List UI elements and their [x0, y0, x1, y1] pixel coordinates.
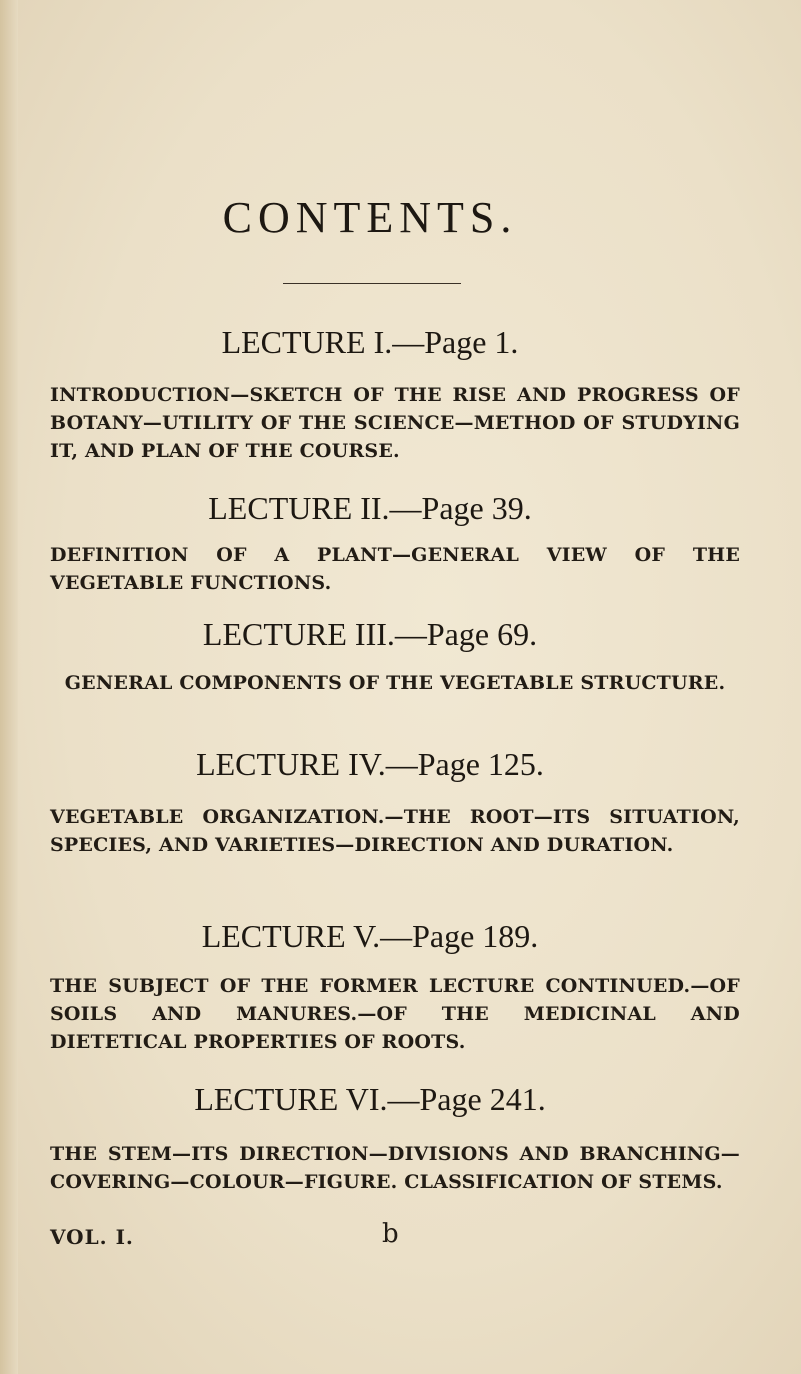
title-rule-divider	[283, 283, 461, 284]
lecture-4-description: VEGETABLE ORGANIZATION.—THE ROOT—ITS SITUATION, SPECIES, AND VARIETIES—DIRECTION AND DURATION.	[50, 806, 740, 856]
lecture-5-heading: LECTURE V.—Page 189.	[201, 918, 539, 954]
lecture-1-heading: LECTURE I.—Page 1.	[221, 324, 519, 360]
lecture-2-heading: LECTURE II.—Page 39.	[208, 490, 532, 526]
lecture-6-description: THE STEM—ITS DIRECTION—DIVISIONS AND BRANCHING—COVERING—COLOUR—FIGURE. CLASSIFICATION OF STEMS.	[50, 1143, 740, 1193]
lecture-5-description: THE SUBJECT OF THE FORMER LECTURE CONTINUED.—OF SOILS AND MANURES.—OF THE MEDICINAL AND DIETETICAL PROPERTIES OF ROOTS.	[50, 975, 740, 1053]
contents-title: CONTENTS.	[222, 193, 518, 242]
lecture-3-heading: LECTURE III.—Page 69.	[202, 616, 538, 652]
lecture-3-description: GENERAL COMPONENTS OF THE VEGETABLE STRUCTURE.	[64, 672, 726, 694]
lecture-4-heading: LECTURE IV.—Page 125.	[196, 746, 544, 782]
lecture-1-description: INTRODUCTION—SKETCH OF THE RISE AND PROGRESS OF BOTANY—UTILITY OF THE SCIENCE—METHOD OF STUDYING IT, AND PLAN OF THE COURSE.	[50, 384, 740, 462]
volume-marker: VOL. I.	[50, 1225, 134, 1249]
signature-mark: b	[382, 1219, 399, 1249]
lecture-2-description: DEFINITION OF A PLANT—GENERAL VIEW OF THE VEGETABLE FUNCTIONS.	[50, 544, 740, 594]
lecture-6-heading: LECTURE VI.—Page 241.	[194, 1081, 546, 1117]
